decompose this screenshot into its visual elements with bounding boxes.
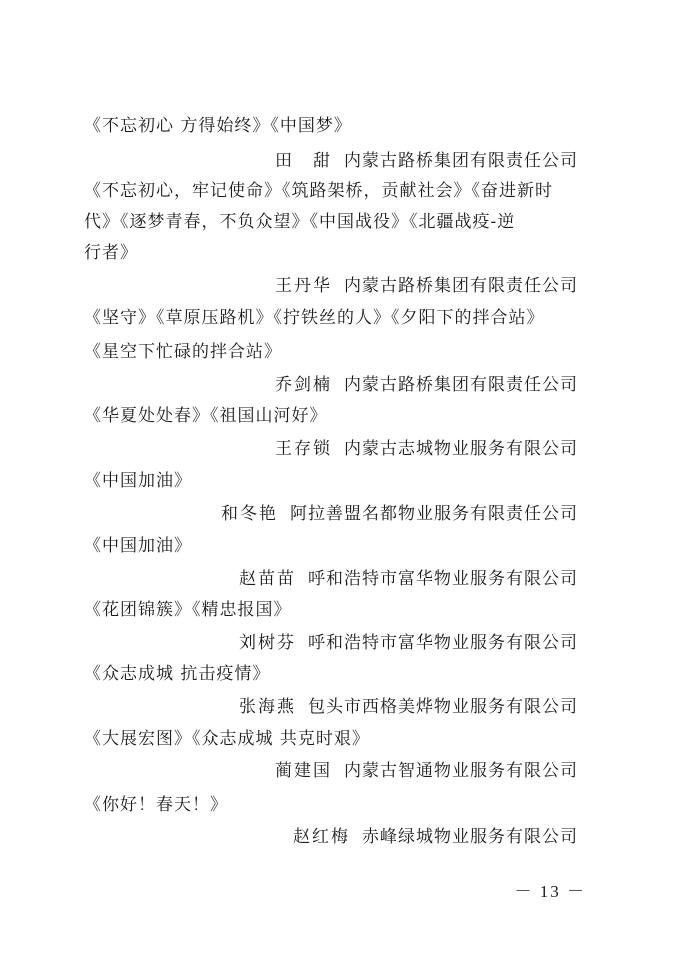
organization: 内蒙古路桥集团有限责任公司 — [344, 276, 578, 296]
works-line: 《坚守》《草原压路机》《拧铁丝的人》《夕阳下的拌合站》 — [84, 308, 545, 328]
organization: 内蒙古智通物业服务有限公司 — [344, 761, 578, 781]
credit-line — [275, 760, 578, 782]
author-name: 和冬艳 — [221, 504, 278, 524]
works-line: 《星空下忙碌的拌合站》 — [84, 342, 282, 362]
organization: 包头市西格美烨物业服务有限公司 — [308, 697, 578, 717]
author-name: 田 甜 — [275, 151, 332, 171]
works-line: 代》《逐梦青春，不负众望》《中国战役》《北疆战疫-逆 — [84, 212, 516, 232]
author-name: 蔺建国 — [275, 761, 332, 781]
organization: 呼和浩特市富华物业服务有限公司 — [308, 569, 578, 589]
works-line: 行者》 — [84, 243, 138, 263]
author-name: 赵苗苗 — [239, 569, 296, 589]
works-line: 《不忘初心，牢记使命》《筑路架桥，贡献社会》《奋进新时 — [84, 181, 553, 201]
author-name: 王丹华 — [275, 276, 332, 296]
organization: 呼和浩特市富华物业服务有限公司 — [308, 633, 578, 653]
works-line: 《中国加油》 — [84, 536, 192, 556]
works-line: 《你好！春天！》 — [84, 795, 228, 815]
works-line: 《华夏处处春》《祖国山河好》 — [84, 406, 328, 426]
works-line: 《众志成城 抗击疫情》 — [84, 664, 271, 684]
organization: 内蒙古志城物业服务有限公司 — [344, 439, 578, 459]
works-line: 《中国加油》 — [84, 471, 192, 491]
credit-line — [239, 568, 578, 590]
credit-line — [275, 438, 578, 460]
works-line: 《不忘初心 方得始终》《中国梦》 — [84, 116, 352, 136]
organization: 赤峰绿城物业服务有限公司 — [362, 827, 578, 847]
author-name: 乔剑楠 — [275, 375, 332, 395]
credit-line — [239, 632, 578, 654]
organization: 内蒙古路桥集团有限责任公司 — [344, 375, 578, 395]
author-name: 王存锁 — [275, 439, 332, 459]
credit-line — [221, 503, 578, 525]
author-name: 张海燕 — [239, 697, 296, 717]
organization: 阿拉善盟名都物业服务有限责任公司 — [290, 504, 578, 524]
works-line: 《花团锦簇》《精忠报国》 — [84, 600, 292, 620]
organization: 内蒙古路桥集团有限责任公司 — [344, 151, 578, 171]
credit-line — [293, 826, 578, 848]
credit-line — [275, 374, 578, 396]
credit-line — [275, 150, 578, 172]
author-name: 刘树芬 — [239, 633, 296, 653]
credit-line — [275, 275, 578, 297]
works-line: 《大展宏图》《众志成城 共克时艰》 — [84, 729, 370, 749]
author-name: 赵红梅 — [293, 827, 350, 847]
credit-line — [239, 696, 578, 718]
page-number: － 13 － — [514, 882, 586, 901]
